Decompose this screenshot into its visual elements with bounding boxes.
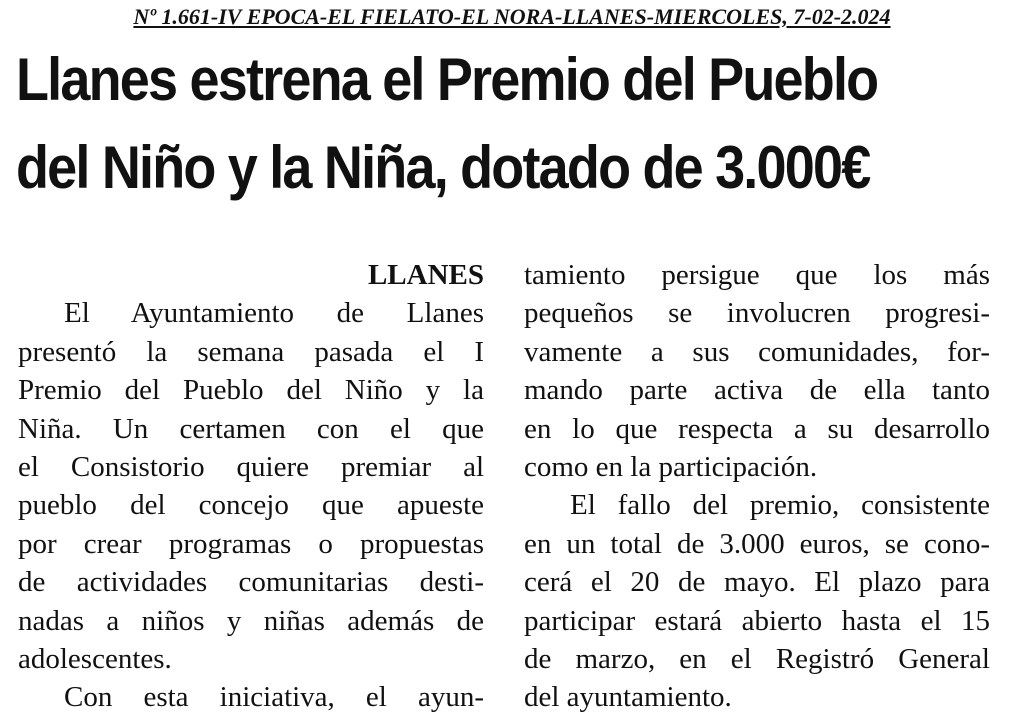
body-line: tamiento persigue que los más (524, 259, 990, 291)
body-line: pequeños se involucren progresi- (524, 297, 990, 330)
body-line: en un total de 3.000 euros, se cono- (524, 527, 990, 560)
body-line: nadas a niños y niñas además de (18, 604, 484, 637)
body-line: Premio del Pueblo del Niño y la (18, 374, 484, 407)
body-line: pueblo del concejo que apueste (18, 489, 484, 522)
body-line: El fallo del premio, consistente (570, 489, 990, 522)
body-line: vamente a sus comunidades, for- (524, 335, 990, 368)
headline-line-1: Llanes estrena el Premio del Pueblo (16, 46, 878, 113)
body-line: el Consistorio quiere premiar al (18, 451, 484, 484)
headline (16, 36, 916, 212)
body-line: El Ayuntamiento de Llanes (64, 297, 484, 330)
body-line: del ayuntamiento. (524, 681, 732, 714)
body-line: adolescentes. (18, 643, 172, 676)
dateline: LLANES (367, 259, 484, 291)
right-column (524, 256, 990, 717)
body-line: de marzo, en el Registró General (524, 643, 990, 676)
body-line: mando parte activa de ella tanto (524, 374, 990, 407)
headline-line-2: del Niño y la Niña, dotado de 3.000€ (16, 134, 870, 201)
body-line: en lo que respecta a su desarrollo (524, 412, 990, 445)
body-line: presentó la semana pasada el I (18, 335, 484, 368)
body-line: participar estará abierto hasta el 15 (524, 604, 990, 637)
body-line: de actividades comunitarias desti- (18, 566, 484, 599)
body-line: Niña. Un certamen con el que (18, 412, 484, 445)
body-line: como en la participación. (524, 451, 818, 484)
body-line: por crear programas o propuestas (18, 527, 484, 560)
left-column (18, 256, 484, 717)
masthead-line: Nº 1.661-IV EPOCA-EL FIELATO-EL NORA-LLANES-MIERCOLES, 7-02-2.024 (133, 4, 891, 29)
body-line: Con esta iniciativa, el ayun- (64, 681, 484, 714)
body-line: cerá el 20 de mayo. El plazo para (524, 566, 990, 599)
